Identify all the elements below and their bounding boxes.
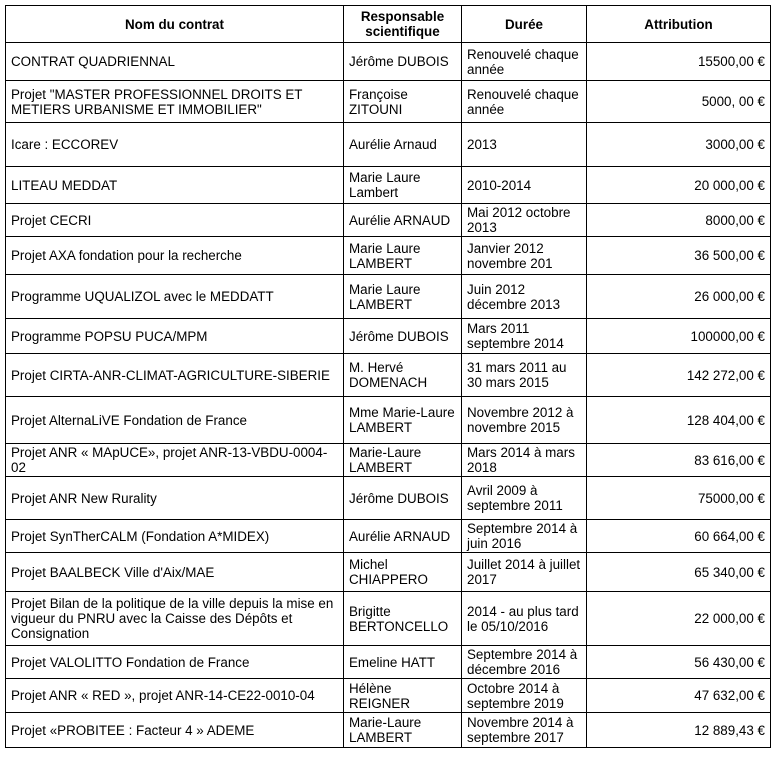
duree-cell: Juin 2012 décembre 2013 bbox=[462, 275, 587, 319]
table-row bbox=[6, 553, 771, 592]
duree-cell: 31 mars 2011 au 30 mars 2015 bbox=[462, 354, 587, 397]
contract-name-cell: Projet "MASTER PROFESSIONNEL DROITS ET METIERS URBANISME ET IMMOBILIER" bbox=[6, 81, 344, 123]
responsable-cell: Marie-Laure LAMBERT bbox=[344, 444, 462, 477]
attribution-cell: 5000, 00 € bbox=[587, 81, 771, 123]
attribution-cell: 128 404,00 € bbox=[587, 397, 771, 444]
duree-cell: Renouvelé chaque année bbox=[462, 81, 587, 123]
responsable-cell: Mme Marie-Laure LAMBERT bbox=[344, 397, 462, 444]
table-row bbox=[6, 679, 771, 713]
header-nom-du-contrat: Nom du contrat bbox=[6, 6, 344, 43]
contract-name-cell: Projet AlternaLiVE Fondation de France bbox=[6, 397, 344, 444]
responsable-cell: Françoise ZITOUNI bbox=[344, 81, 462, 123]
contracts-table bbox=[5, 5, 771, 748]
responsable-cell: Michel CHIAPPERO bbox=[344, 553, 462, 592]
table-row bbox=[6, 520, 771, 553]
contract-name-cell: Projet ANR New Rurality bbox=[6, 477, 344, 520]
table-row bbox=[6, 354, 771, 397]
contract-name-cell: Icare : ECCOREV bbox=[6, 123, 344, 167]
contract-name-cell: Projet CECRI bbox=[6, 204, 344, 237]
responsable-cell: Brigitte BERTONCELLO bbox=[344, 592, 462, 646]
duree-cell: Novembre 2012 à novembre 2015 bbox=[462, 397, 587, 444]
contract-name-cell: Projet «PROBITEE : Facteur 4 » ADEME bbox=[6, 713, 344, 748]
duree-cell: Juillet 2014 à juillet 2017 bbox=[462, 553, 587, 592]
duree-cell: Mai 2012 octobre 2013 bbox=[462, 204, 587, 237]
responsable-cell: Hélène REIGNER bbox=[344, 679, 462, 713]
attribution-cell: 83 616,00 € bbox=[587, 444, 771, 477]
table-row bbox=[6, 646, 771, 679]
responsable-cell: Aurélie Arnaud bbox=[344, 123, 462, 167]
table-row bbox=[6, 237, 771, 275]
responsable-cell: Jérôme DUBOIS bbox=[344, 477, 462, 520]
contract-name-cell: Projet ANR « RED », projet ANR-14-CE22-0010-04 bbox=[6, 679, 344, 713]
table-row bbox=[6, 713, 771, 748]
responsable-cell: Emeline HATT bbox=[344, 646, 462, 679]
duree-cell: 2010-2014 bbox=[462, 167, 587, 204]
header-duree: Durée bbox=[462, 6, 587, 43]
table-row bbox=[6, 167, 771, 204]
table-row bbox=[6, 444, 771, 477]
responsable-cell: Jérôme DUBOIS bbox=[344, 319, 462, 354]
table-header-row bbox=[6, 6, 771, 43]
attribution-cell: 65 340,00 € bbox=[587, 553, 771, 592]
responsable-cell: Jérôme DUBOIS bbox=[344, 43, 462, 81]
responsable-cell: Marie-Laure LAMBERT bbox=[344, 713, 462, 748]
table-row bbox=[6, 477, 771, 520]
responsable-cell: M. Hervé DOMENACH bbox=[344, 354, 462, 397]
contract-name-cell: LITEAU MEDDAT bbox=[6, 167, 344, 204]
table-row bbox=[6, 592, 771, 646]
contract-name-cell: Programme POPSU PUCA/MPM bbox=[6, 319, 344, 354]
duree-cell: Renouvelé chaque année bbox=[462, 43, 587, 81]
table-row bbox=[6, 123, 771, 167]
duree-cell: Janvier 2012 novembre 201 bbox=[462, 237, 587, 275]
attribution-cell: 20 000,00 € bbox=[587, 167, 771, 204]
responsable-cell: Marie Laure LAMBERT bbox=[344, 237, 462, 275]
attribution-cell: 12 889,43 € bbox=[587, 713, 771, 748]
table-row bbox=[6, 43, 771, 81]
contract-name-cell: Projet AXA fondation pour la recherche bbox=[6, 237, 344, 275]
contract-name-cell: CONTRAT QUADRIENNAL bbox=[6, 43, 344, 81]
attribution-cell: 47 632,00 € bbox=[587, 679, 771, 713]
responsable-cell: Marie Laure LAMBERT bbox=[344, 275, 462, 319]
duree-cell: Septembre 2014 à décembre 2016 bbox=[462, 646, 587, 679]
header-attribution: Attribution bbox=[587, 6, 771, 43]
contract-name-cell: Projet CIRTA-ANR-CLIMAT-AGRICULTURE-SIBERIE bbox=[6, 354, 344, 397]
table-row bbox=[6, 319, 771, 354]
contract-name-cell: Projet VALOLITTO Fondation de France bbox=[6, 646, 344, 679]
attribution-cell: 75000,00 € bbox=[587, 477, 771, 520]
duree-cell: Mars 2011 septembre 2014 bbox=[462, 319, 587, 354]
duree-cell: Avril 2009 à septembre 2011 bbox=[462, 477, 587, 520]
attribution-cell: 36 500,00 € bbox=[587, 237, 771, 275]
table-row bbox=[6, 204, 771, 237]
attribution-cell: 26 000,00 € bbox=[587, 275, 771, 319]
responsable-cell: Marie Laure Lambert bbox=[344, 167, 462, 204]
attribution-cell: 3000,00 € bbox=[587, 123, 771, 167]
duree-cell: Octobre 2014 à septembre 2019 bbox=[462, 679, 587, 713]
attribution-cell: 56 430,00 € bbox=[587, 646, 771, 679]
attribution-cell: 60 664,00 € bbox=[587, 520, 771, 553]
responsable-cell: Aurélie ARNAUD bbox=[344, 520, 462, 553]
header-responsable: Responsable scientifique bbox=[344, 6, 462, 43]
contract-name-cell: Projet SynTherCALM (Fondation A*MIDEX) bbox=[6, 520, 344, 553]
duree-cell: Mars 2014 à mars 2018 bbox=[462, 444, 587, 477]
contract-name-cell: Projet Bilan de la politique de la ville depuis la mise en vigueur du PNRU avec la Caisse des Dépôts et Consignation bbox=[6, 592, 344, 646]
attribution-cell: 22 000,00 € bbox=[587, 592, 771, 646]
table-row bbox=[6, 81, 771, 123]
contract-name-cell: Projet ANR « MApUCE», projet ANR-13-VBDU-0004-02 bbox=[6, 444, 344, 477]
duree-cell: 2013 bbox=[462, 123, 587, 167]
contract-name-cell: Projet BAALBECK Ville d'Aix/MAE bbox=[6, 553, 344, 592]
attribution-cell: 15500,00 € bbox=[587, 43, 771, 81]
responsable-cell: Aurélie ARNAUD bbox=[344, 204, 462, 237]
contract-name-cell: Programme UQUALIZOL avec le MEDDATT bbox=[6, 275, 344, 319]
attribution-cell: 8000,00 € bbox=[587, 204, 771, 237]
duree-cell: Novembre 2014 à septembre 2017 bbox=[462, 713, 587, 748]
duree-cell: 2014 - au plus tard le 05/10/2016 bbox=[462, 592, 587, 646]
table-row bbox=[6, 397, 771, 444]
attribution-cell: 100000,00 € bbox=[587, 319, 771, 354]
attribution-cell: 142 272,00 € bbox=[587, 354, 771, 397]
table-row bbox=[6, 275, 771, 319]
duree-cell: Septembre 2014 à juin 2016 bbox=[462, 520, 587, 553]
